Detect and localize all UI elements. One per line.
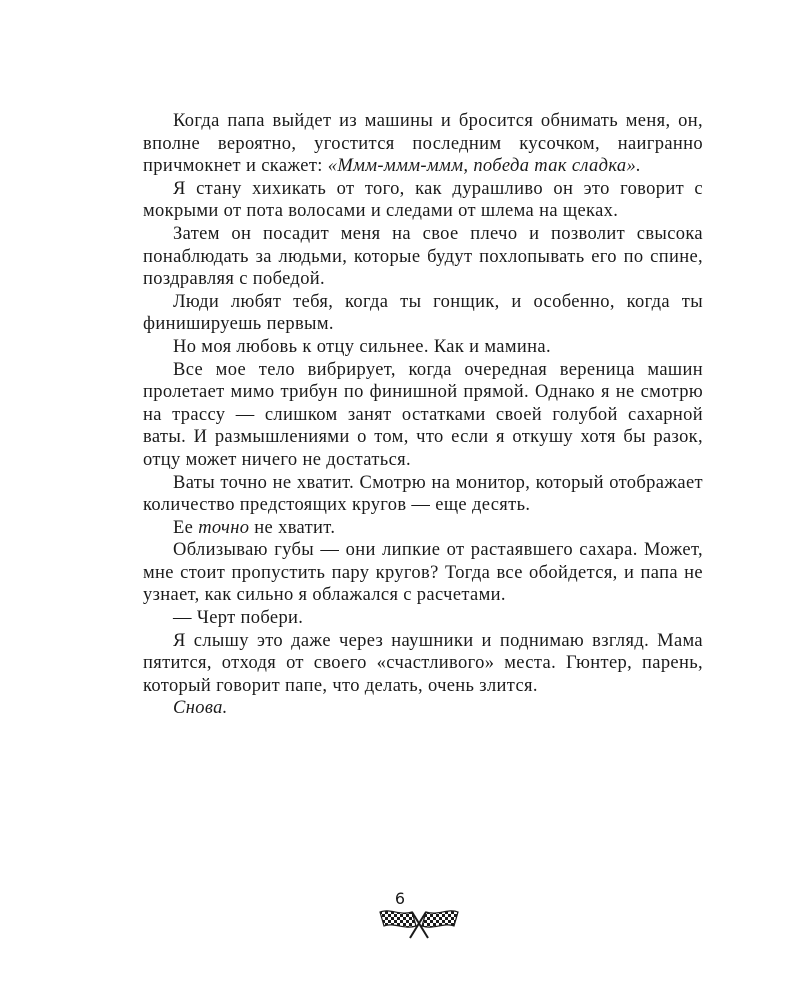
crossed-checkered-flags-icon <box>376 908 462 940</box>
text-run: Все мое тело вибрирует, когда очередная вереница машин пролетает мимо трибун по финишной прямой. Однако я не смотрю на трассу — слишком занят остатками своей голубой сахарной ваты. И размышлениями о том, что если я откушу хотя бы разок, отцу может ничего не достаться. <box>143 359 703 470</box>
italic-text-run: Снова. <box>173 698 228 719</box>
text-run: Но моя любовь к отцу сильнее. Как и мамина. <box>173 336 551 357</box>
text-run: Затем он посадит меня на свое плечо и позволит свысока понаблюдать за людьми, которые будут похлопывать его по спине, поздравляя с победой. <box>143 223 703 290</box>
paragraph <box>143 539 703 607</box>
italic-text-run: точно <box>198 517 250 538</box>
text-run: Я стану хихикать от того, как дурашливо он это говорит с мокрыми от пота волосами и следами от шлема на щеках. <box>143 178 703 222</box>
text-run: Я слышу это даже через наушники и поднимаю взгляд. Мама пятится, отходя от своего «счастливого» места. Гюнтер, парень, который говорит папе, что делать, очень злится. <box>143 630 703 696</box>
body-text <box>143 110 703 720</box>
italic-text-run: «Ммм-ммм-ммм, победа так сладка». <box>327 156 642 177</box>
paragraph <box>143 517 703 540</box>
paragraph <box>143 472 703 517</box>
text-run: Ваты точно не хватит. Смотрю на монитор, который отображает количество предстоящих кругов — еще десять. <box>143 472 703 516</box>
paragraph <box>143 630 703 698</box>
text-run: Ее <box>173 517 199 538</box>
paragraph <box>143 697 703 720</box>
paragraph <box>143 336 703 359</box>
paragraph <box>143 223 703 291</box>
paragraph <box>143 110 703 178</box>
text-run: — Черт побери. <box>173 608 304 629</box>
text-run: Облизываю губы — они липкие от растаявшего сахара. Может, мне стоит пропустить пару кругов? Тогда все обойдется, и папа не узнает, как сильно я облажался с расчетами. <box>143 540 703 606</box>
text-run: Люди любят тебя, когда ты гонщик, и особенно, когда ты финишируешь первым. <box>143 291 703 335</box>
text-run: Когда папа выйдет из машины и бросится обнимать меня, он, вполне вероятно, угостится последним кусочком, наигранно причмокнет и скажет: <box>143 111 703 177</box>
paragraph <box>143 291 703 336</box>
paragraph <box>143 359 703 472</box>
text-run: не хватит. <box>249 517 336 538</box>
dialogue-line <box>143 607 703 630</box>
page-number: 6 <box>394 889 406 908</box>
right-flag <box>410 911 458 938</box>
paragraph <box>143 178 703 223</box>
left-flag <box>380 911 428 938</box>
